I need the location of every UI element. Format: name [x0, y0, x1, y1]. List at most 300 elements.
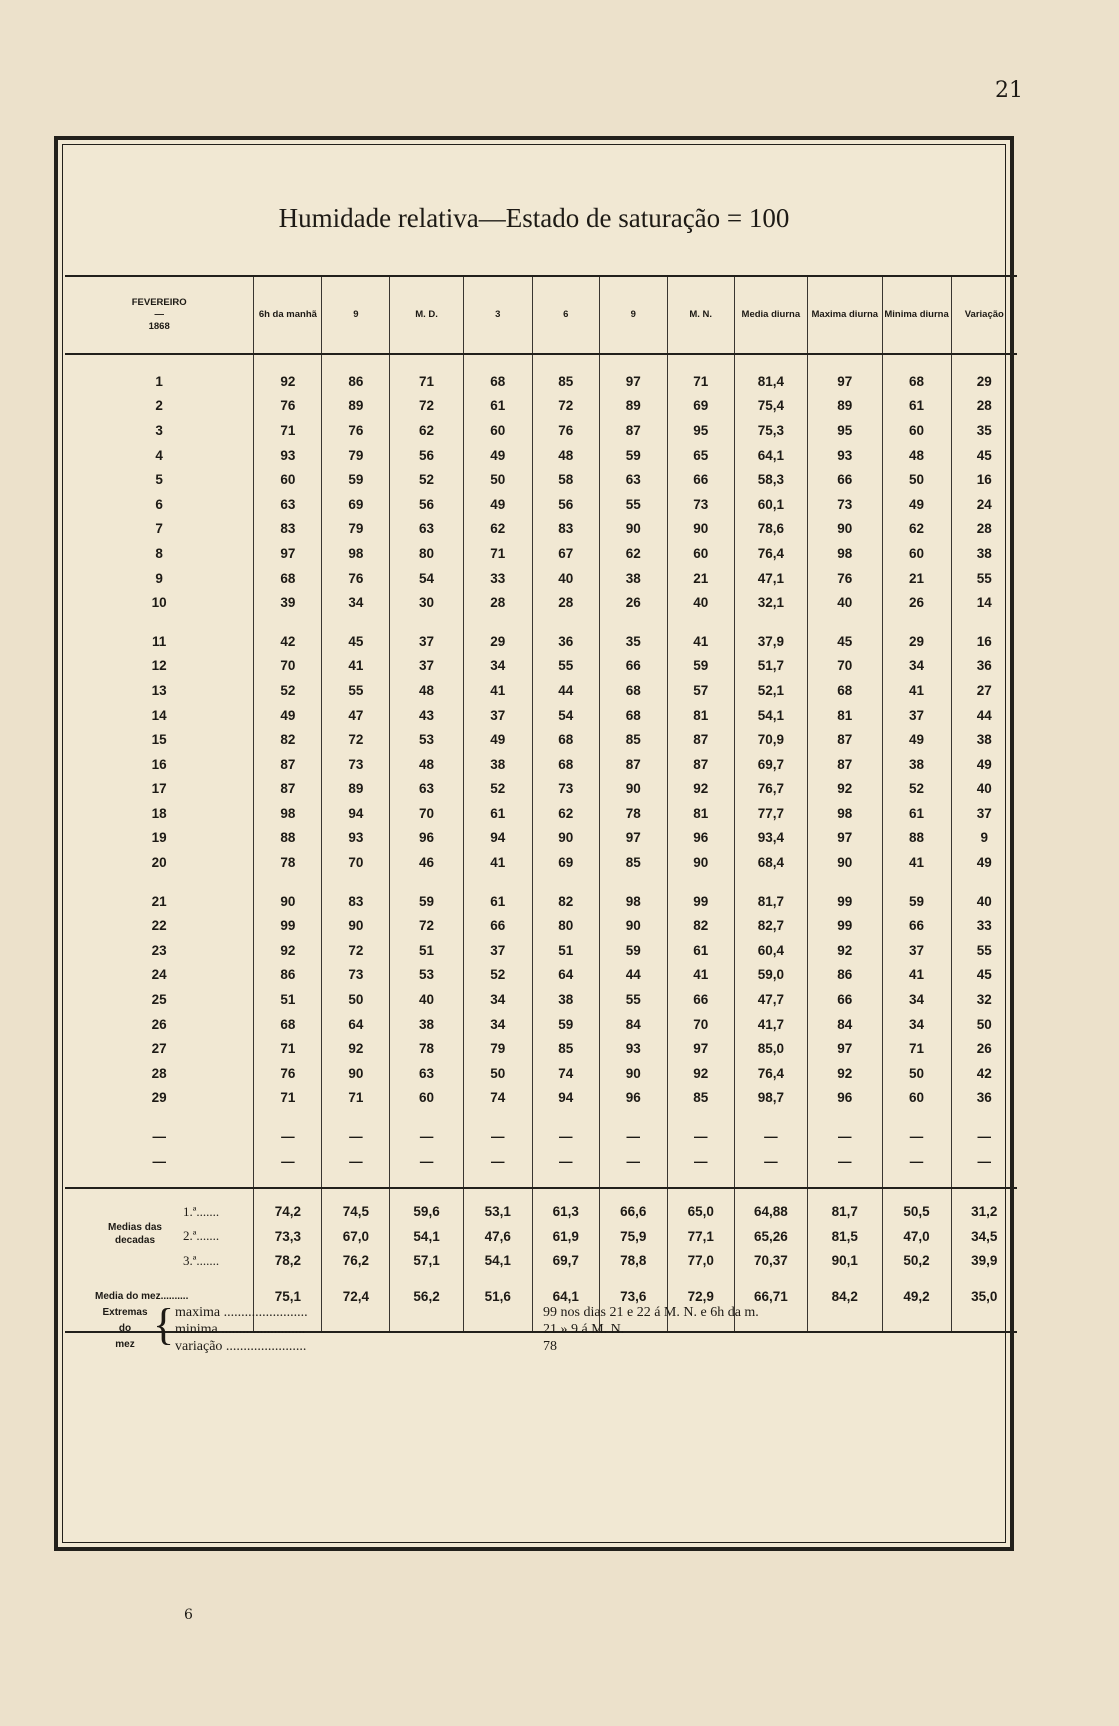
table-cell: 63: [390, 1061, 463, 1086]
table-cell: 76: [322, 566, 390, 591]
row-label: 14: [151, 707, 167, 723]
table-cell: 59: [599, 443, 667, 468]
table-cell: [882, 1110, 951, 1124]
table-cell: 63: [390, 517, 463, 542]
table-cell: 60: [882, 541, 951, 566]
table-cell: [463, 1110, 532, 1124]
table-row: [65, 541, 1017, 566]
table-cell: 89: [808, 394, 882, 419]
table-cell: 60: [882, 1086, 951, 1111]
table-cell: —: [882, 1124, 951, 1149]
table-cell: 35: [599, 629, 667, 654]
table-cell: 54: [532, 703, 599, 728]
table-cell: 34: [463, 987, 532, 1012]
table-cell: 98: [322, 541, 390, 566]
row-label: [65, 1110, 254, 1124]
table-cell: 29: [463, 629, 532, 654]
row-label: [65, 1188, 254, 1199]
table-cell: [322, 1188, 390, 1199]
extreme-value: 21 » 9 á M. N.: [543, 1322, 625, 1337]
table-cell: 60,1: [734, 492, 807, 517]
table-cell: [463, 1188, 532, 1199]
table-cell: 39,9: [951, 1249, 1017, 1274]
row-label: [65, 1173, 254, 1188]
table-cell: 78,2: [254, 1249, 322, 1274]
table-cell: —: [599, 1149, 667, 1174]
table-cell: 72: [322, 727, 390, 752]
table-cell: [322, 354, 390, 369]
table-cell: [667, 615, 734, 629]
table-cell: 50: [463, 1061, 532, 1086]
table-row: [65, 801, 1017, 826]
table-cell: 37: [390, 654, 463, 679]
table-row: [65, 654, 1017, 679]
table-cell: 73: [667, 492, 734, 517]
table-cell: 68: [463, 369, 532, 394]
table-cell: 69,7: [532, 1249, 599, 1274]
decade-row: [65, 1224, 1017, 1249]
table-cell: 59: [882, 889, 951, 914]
table-row: [65, 1036, 1017, 1061]
header-col: 3: [463, 276, 532, 354]
table-cell: 90: [599, 517, 667, 542]
table-cell: 90: [322, 1061, 390, 1086]
table-cell: 44: [599, 963, 667, 988]
row-label: 29: [151, 1090, 167, 1106]
table-cell: 76: [322, 418, 390, 443]
table-cell: 40: [667, 590, 734, 615]
table-cell: 68: [254, 1012, 322, 1037]
table-cell: 41: [667, 963, 734, 988]
table-cell: 76,4: [734, 1061, 807, 1086]
table-cell: 93: [808, 443, 882, 468]
row-label: 20: [151, 855, 167, 871]
table-cell: 73: [532, 777, 599, 802]
table-cell: 16: [951, 467, 1017, 492]
table-cell: 49: [463, 443, 532, 468]
table-cell: 66: [808, 467, 882, 492]
table-cell: 90: [599, 913, 667, 938]
table-cell: 49: [882, 492, 951, 517]
table-cell: 70,37: [734, 1249, 807, 1274]
row-label: 22: [151, 918, 167, 934]
table-cell: 44: [532, 678, 599, 703]
extremes-brace: {: [153, 1300, 175, 1349]
table-cell: 87: [667, 727, 734, 752]
table-cell: 56: [532, 492, 599, 517]
table-cell: 98,7: [734, 1086, 807, 1111]
table-cell: 87: [667, 752, 734, 777]
table-cell: [599, 615, 667, 629]
table-row: [65, 777, 1017, 802]
row-label: 6: [155, 496, 163, 512]
table-cell: 83: [532, 517, 599, 542]
table-cell: 93: [599, 1036, 667, 1061]
table-cell: [734, 1319, 807, 1332]
table-cell: 90: [808, 850, 882, 875]
table-cell: 47,7: [734, 987, 807, 1012]
table-cell: 26: [599, 590, 667, 615]
table-cell: 71: [463, 541, 532, 566]
table-cell: 48: [390, 752, 463, 777]
table-cell: 24: [951, 492, 1017, 517]
table-cell: 81: [808, 703, 882, 728]
table-cell: 51: [390, 938, 463, 963]
table-cell: [882, 615, 951, 629]
table-cell: 39: [254, 590, 322, 615]
table-cell: 89: [322, 394, 390, 419]
row-label: 13: [151, 682, 167, 698]
table-cell: 36: [532, 629, 599, 654]
table-cell: 60: [254, 467, 322, 492]
table-cell: 80: [390, 541, 463, 566]
table-cell: 81,7: [734, 889, 807, 914]
table-cell: 70: [390, 801, 463, 826]
table-cell: 66: [463, 913, 532, 938]
table-cell: 76: [808, 566, 882, 591]
table-cell: [667, 354, 734, 369]
table-cell: 97: [808, 1036, 882, 1061]
table-cell: 59: [599, 938, 667, 963]
table-cell: 38: [532, 987, 599, 1012]
row-label: [65, 875, 254, 889]
table-cell: [463, 615, 532, 629]
table-cell: 59,0: [734, 963, 807, 988]
table-cell: 82: [667, 913, 734, 938]
table-cell: 71: [254, 418, 322, 443]
table-cell: 83: [322, 889, 390, 914]
table-cell: 85: [599, 727, 667, 752]
table-cell: 49: [882, 727, 951, 752]
table-cell: 48: [882, 443, 951, 468]
table-cell: 99: [808, 889, 882, 914]
table-cell: 70: [322, 850, 390, 875]
table-cell: 64,88: [734, 1199, 807, 1224]
table-cell: 41: [463, 678, 532, 703]
table-cell: [599, 1173, 667, 1188]
table-frame-inner: [62, 144, 1006, 1543]
table-cell: 62: [463, 517, 532, 542]
table-row: [65, 727, 1017, 752]
table-cell: 98: [599, 889, 667, 914]
table-cell: 59: [667, 654, 734, 679]
row-label: 11: [152, 633, 167, 649]
footer-number: 6: [184, 1607, 193, 1623]
table-cell: 85: [599, 850, 667, 875]
table-cell: [882, 1173, 951, 1188]
table-cell: 28: [951, 394, 1017, 419]
table-cell: 38: [882, 752, 951, 777]
table-cell: 81,7: [808, 1199, 882, 1224]
table-row: [65, 492, 1017, 517]
decade-ord: 1.ª....... Medias das decadas: [65, 1199, 254, 1224]
row-label: 15: [151, 732, 167, 748]
table-cell: [599, 1188, 667, 1199]
table-cell: 58: [532, 467, 599, 492]
table-row: [65, 752, 1017, 777]
row-label: 23: [151, 942, 167, 958]
spacer-row: [65, 354, 1017, 369]
table-cell: 71: [882, 1036, 951, 1061]
table-cell: 72: [322, 938, 390, 963]
table-row: [65, 1012, 1017, 1037]
table-cell: [734, 1188, 807, 1199]
table-cell: 87: [599, 418, 667, 443]
table-cell: 38: [599, 566, 667, 591]
table-cell: 49: [951, 752, 1017, 777]
table-cell: [254, 615, 322, 629]
table-cell: [322, 1319, 390, 1332]
table-cell: 78,8: [599, 1249, 667, 1274]
table-cell: 61: [463, 801, 532, 826]
table-cell: 52: [882, 777, 951, 802]
table-cell: 47,0: [882, 1224, 951, 1249]
table-cell: 42: [254, 629, 322, 654]
table-cell: 53: [390, 727, 463, 752]
row-label: 1: [155, 373, 163, 389]
table-row: [65, 913, 1017, 938]
table-cell: 66: [667, 987, 734, 1012]
table-cell: [390, 354, 463, 369]
table-cell: [882, 354, 951, 369]
table-cell: 70: [808, 654, 882, 679]
table-cell: 32: [951, 987, 1017, 1012]
table-cell: 68: [532, 752, 599, 777]
table-cell: 85: [532, 369, 599, 394]
table-cell: 92: [667, 777, 734, 802]
table-cell: 75,9: [599, 1224, 667, 1249]
table-cell: 77,0: [667, 1249, 734, 1274]
table-cell: [734, 1110, 807, 1124]
table-cell: 97: [254, 541, 322, 566]
table-cell: [599, 1110, 667, 1124]
row-label: 16: [151, 756, 167, 772]
table-cell: 71: [254, 1036, 322, 1061]
table-cell: 87: [808, 727, 882, 752]
table-cell: [734, 615, 807, 629]
table-cell: 38: [463, 752, 532, 777]
table-cell: 80: [532, 913, 599, 938]
table-cell: [951, 1188, 1017, 1199]
table-cell: 88: [882, 826, 951, 851]
decade-row: [65, 1249, 1017, 1274]
header-dash: —: [154, 309, 164, 320]
table-cell: 61: [463, 394, 532, 419]
table-cell: 81,4: [734, 369, 807, 394]
table-cell: 92: [254, 369, 322, 394]
table-cell: 92: [808, 777, 882, 802]
table-cell: 87: [254, 777, 322, 802]
decades-label: Medias das decadas: [108, 1222, 162, 1247]
table-cell: [532, 354, 599, 369]
table-cell: 97: [808, 826, 882, 851]
table-cell: 41: [667, 629, 734, 654]
table-cell: 50: [882, 1061, 951, 1086]
header-month: [65, 276, 254, 354]
table-cell: 66: [882, 913, 951, 938]
table-cell: 89: [599, 394, 667, 419]
table-cell: 96: [599, 1086, 667, 1111]
table-cell: [532, 1110, 599, 1124]
table-cell: 65,0: [667, 1199, 734, 1224]
row-label: —: [152, 1153, 166, 1169]
table-cell: 55: [599, 987, 667, 1012]
row-label: 27: [151, 1041, 167, 1057]
header-col: Minima diurna: [882, 276, 951, 354]
table-cell: —: [734, 1124, 807, 1149]
table-cell: [808, 875, 882, 889]
table-cell: 26: [951, 1036, 1017, 1061]
table-cell: 28: [532, 590, 599, 615]
table-cell: 37: [390, 629, 463, 654]
header-col: M. N.: [667, 276, 734, 354]
table-cell: 84: [808, 1012, 882, 1037]
table-cell: 54,1: [734, 703, 807, 728]
table-cell: 36: [951, 654, 1017, 679]
row-label: —: [152, 1129, 166, 1145]
table-cell: 50,2: [882, 1249, 951, 1274]
separator-row: [65, 1188, 1017, 1199]
header-col: M. D.: [390, 276, 463, 354]
table-cell: 40: [532, 566, 599, 591]
table-cell: 47,6: [463, 1224, 532, 1249]
table-row: [65, 963, 1017, 988]
table-cell: —: [390, 1124, 463, 1149]
extreme-value: 78: [543, 1339, 557, 1354]
table-cell: [322, 1173, 390, 1188]
table-cell: 41: [463, 850, 532, 875]
table-cell: [882, 1319, 951, 1332]
table-cell: 63: [599, 467, 667, 492]
table-row: [65, 443, 1017, 468]
table-cell: 45: [322, 629, 390, 654]
table-cell: [322, 615, 390, 629]
table-cell: —: [808, 1149, 882, 1174]
table-cell: 66,71: [734, 1273, 807, 1319]
table-cell: 49: [463, 727, 532, 752]
table-cell: 78: [599, 801, 667, 826]
table-cell: [254, 1110, 322, 1124]
table-cell: 40: [808, 590, 882, 615]
extreme-value: 99 nos dias 21 e 22 á M. N. e 6h da m.: [543, 1305, 759, 1320]
table-cell: 59: [390, 889, 463, 914]
table-cell: 43: [390, 703, 463, 728]
table-cell: 40: [390, 987, 463, 1012]
dash-row: [65, 1124, 1017, 1149]
table-cell: 33: [951, 913, 1017, 938]
table-cell: 56,2: [390, 1273, 463, 1319]
table-cell: 87: [599, 752, 667, 777]
table-cell: 29: [951, 369, 1017, 394]
table-cell: [599, 875, 667, 889]
table-cell: 34: [463, 654, 532, 679]
extreme-name: maxima ........................: [175, 1305, 308, 1320]
table-row: [65, 418, 1017, 443]
spacer-row: [65, 1173, 1017, 1188]
dash-row: [65, 1149, 1017, 1174]
table-cell: 61,9: [532, 1224, 599, 1249]
table-cell: 41: [882, 963, 951, 988]
decade-row: [65, 1199, 1017, 1224]
table-cell: 28: [463, 590, 532, 615]
table-cell: 34,5: [951, 1224, 1017, 1249]
table-cell: 68: [532, 727, 599, 752]
table-cell: 9: [951, 826, 1017, 851]
table-cell: —: [667, 1124, 734, 1149]
humidity-table: [65, 275, 1017, 1333]
table-cell: [322, 1110, 390, 1124]
table-cell: [390, 875, 463, 889]
header-col: Media diurna: [734, 276, 807, 354]
table-cell: 90: [599, 777, 667, 802]
table-cell: —: [254, 1124, 322, 1149]
table-cell: [808, 615, 882, 629]
extreme-name: variação .......................: [175, 1339, 307, 1354]
row-label: 7: [155, 521, 163, 537]
table-cell: —: [322, 1149, 390, 1174]
table-cell: [951, 1110, 1017, 1124]
table-cell: 37,9: [734, 629, 807, 654]
table-row: [65, 394, 1017, 419]
table-cell: 73,6: [599, 1273, 667, 1319]
table-cell: 33: [463, 566, 532, 591]
table-cell: 76: [532, 418, 599, 443]
table-cell: 64: [532, 963, 599, 988]
table-cell: 74,2: [254, 1199, 322, 1224]
table-cell: 87: [254, 752, 322, 777]
table-row: [65, 1086, 1017, 1111]
table-cell: 84,2: [808, 1273, 882, 1319]
table-row: [65, 1061, 1017, 1086]
table-cell: 45: [951, 963, 1017, 988]
table-cell: [808, 1173, 882, 1188]
table-cell: 92: [808, 1061, 882, 1086]
table-cell: 62: [390, 418, 463, 443]
table-cell: 86: [322, 369, 390, 394]
table-cell: —: [882, 1149, 951, 1174]
table-cell: 88: [254, 826, 322, 851]
table-cell: 54,1: [463, 1249, 532, 1274]
table-cell: —: [463, 1124, 532, 1149]
table-cell: [463, 875, 532, 889]
table-cell: —: [463, 1149, 532, 1174]
table-cell: [322, 875, 390, 889]
table-cell: [951, 875, 1017, 889]
table-cell: 64,1: [532, 1273, 599, 1319]
table-cell: 56: [390, 492, 463, 517]
table-cell: [463, 1319, 532, 1332]
table-cell: 55: [951, 566, 1017, 591]
table-cell: 21: [667, 566, 734, 591]
table-cell: 37: [951, 801, 1017, 826]
table-cell: 72,4: [322, 1273, 390, 1319]
table-cell: 58,3: [734, 467, 807, 492]
table-row: [65, 938, 1017, 963]
table-cell: —: [322, 1124, 390, 1149]
table-cell: 50: [882, 467, 951, 492]
table-cell: 41: [882, 678, 951, 703]
table-header: [65, 276, 1017, 354]
table-cell: [882, 1188, 951, 1199]
extremes-label: [95, 1305, 155, 1353]
table-cell: 52: [463, 777, 532, 802]
table-cell: 51: [254, 987, 322, 1012]
table-cell: 42: [951, 1061, 1017, 1086]
table-cell: 49: [463, 492, 532, 517]
table-cell: 66,6: [599, 1199, 667, 1224]
table-cell: 41,7: [734, 1012, 807, 1037]
row-label: [65, 354, 254, 369]
